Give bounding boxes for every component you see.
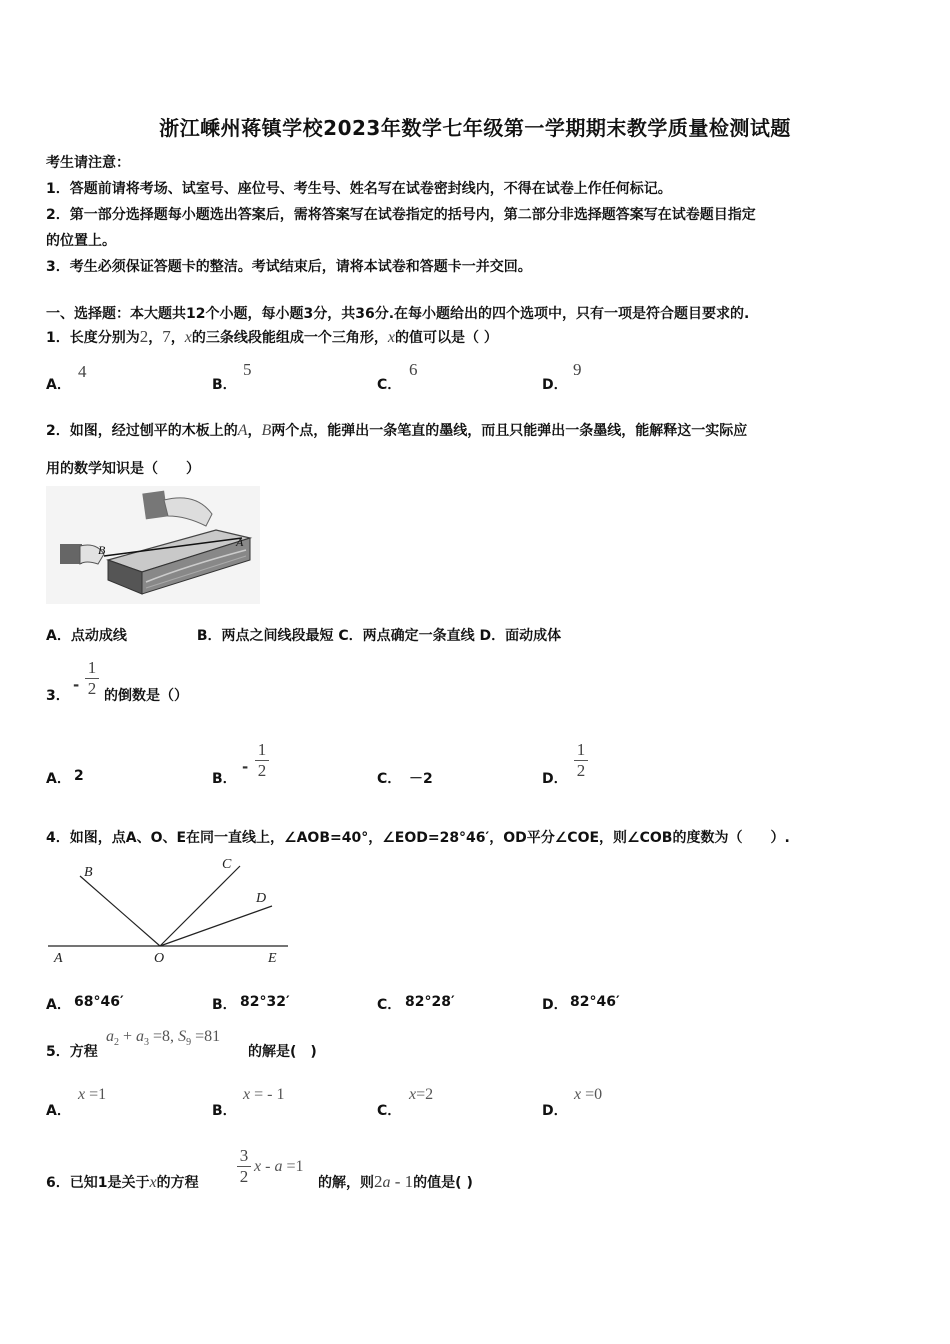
- q3-option-c-value: －2: [409, 771, 433, 787]
- q2-point-b: B: [261, 422, 272, 439]
- q4-option-b-value: 82°32′: [240, 994, 290, 1010]
- q3-option-c-label: C．: [377, 771, 402, 787]
- notice-item: 的位置上。: [46, 233, 116, 249]
- q3-frac-den: 2: [87, 679, 97, 698]
- eq-var: a: [274, 1158, 283, 1175]
- q1-value: 7: [162, 327, 171, 346]
- frac-num: 3: [239, 1146, 249, 1165]
- q4-label-b: B: [84, 865, 93, 880]
- notice-item: 2．第一部分选择题每小题选出答案后，需将答案写在试卷指定的括号内，第二部分非选择题答案写在试卷题目指定: [46, 207, 756, 223]
- frac-den: 2: [257, 761, 267, 780]
- q6-expr: 2: [374, 1172, 383, 1191]
- q6-text: 的值是( ): [413, 1175, 473, 1191]
- q6-equation: [254, 1158, 303, 1176]
- q3-option-d-label: D．: [542, 771, 568, 787]
- eq-var: x: [243, 1086, 251, 1103]
- q4-option-b-label: B．: [212, 997, 237, 1013]
- q2-fig-label-b: B: [98, 543, 106, 557]
- q4-option-a-value: 68°46′: [74, 994, 124, 1010]
- q3-option-b-minus: -: [242, 758, 249, 776]
- q4-label-d: D: [256, 891, 267, 906]
- q2-text: 2．如图，经过刨平的木板上的: [46, 423, 238, 439]
- q4-option-d-value: 82°46′: [570, 994, 620, 1010]
- q3-frac-num: 1: [87, 658, 97, 677]
- q1-text: 1．长度分别为: [46, 330, 140, 346]
- q5-option-d-label: D．: [542, 1103, 568, 1119]
- q6-text: 6．已知1是关于: [46, 1175, 150, 1191]
- q5-option-b-label: B．: [212, 1103, 237, 1119]
- notice-item: 1．答题前请将考场、试室号、座位号、考生号、姓名写在试卷密封线内，不得在试卷上作任何标记。: [46, 181, 672, 197]
- eq-op: =1: [282, 1158, 304, 1175]
- q6-text: 的方程: [156, 1175, 199, 1191]
- q1-text: 的值可以是（ ）: [394, 330, 498, 346]
- eq-sub: 3: [144, 1037, 150, 1049]
- q5-equation: [106, 1028, 220, 1048]
- question-1: [46, 327, 498, 347]
- q4-option-c-label: C．: [377, 997, 402, 1013]
- eq-val: =0: [581, 1086, 603, 1103]
- q1-option-c-label: C．: [377, 377, 402, 393]
- q4-label-a: A: [54, 951, 63, 966]
- eq-sub: 2: [114, 1037, 119, 1049]
- q3-option-d-fraction: [573, 740, 589, 781]
- q3-fraction: [84, 658, 100, 699]
- q3-minus: -: [73, 676, 80, 694]
- q1-option-a-label: A．: [46, 377, 71, 393]
- q6-text: 的解，则: [318, 1175, 374, 1191]
- q2-options: A．点动成线 B．两点之间线段最短 C．两点确定一条直线 D．面动成体: [46, 628, 562, 644]
- q5-text: 5．方程: [46, 1044, 98, 1060]
- q5-option-c-label: C．: [377, 1103, 402, 1119]
- q1-option-d-label: D．: [542, 377, 568, 393]
- q5-option-c-value: [409, 1086, 433, 1104]
- q4-option-d-label: D．: [542, 997, 568, 1013]
- q3-option-a-label: A．: [46, 771, 71, 787]
- question-6: [46, 1172, 199, 1192]
- q2-text-cont: 用的数学知识是（ ）: [46, 461, 200, 477]
- q6-expr: - 1: [390, 1172, 414, 1191]
- eq-val: =2: [416, 1086, 434, 1103]
- q4-option-c-value: 82°28′: [405, 994, 455, 1010]
- q3-option-b-fraction: [254, 740, 270, 781]
- eq-var: a: [106, 1028, 114, 1045]
- frac-den: 2: [239, 1167, 249, 1186]
- eq-sub: 9: [186, 1037, 192, 1049]
- q1-sep: ，: [170, 330, 185, 346]
- q6-fraction: [236, 1146, 252, 1187]
- q1-var: x: [387, 329, 395, 346]
- eq-op: +: [119, 1028, 137, 1045]
- eq-var: a: [136, 1028, 145, 1045]
- q6-text-cont: [318, 1172, 473, 1192]
- page-title: 浙江嵊州蒋镇学校2023年数学七年级第一学期期末教学质量检测试题: [159, 116, 791, 140]
- q2-sep: ，: [247, 423, 262, 439]
- eq-var: x: [409, 1086, 417, 1103]
- q2-point-a: A: [237, 422, 248, 439]
- q4-option-a-label: A．: [46, 997, 71, 1013]
- q1-option-b-label: B．: [212, 377, 237, 393]
- eq-op: =81: [191, 1028, 221, 1045]
- q1-sep: ，: [148, 330, 163, 346]
- q5-option-d-value: [574, 1086, 602, 1104]
- eq-val: = - 1: [250, 1086, 285, 1103]
- frac-num: 1: [576, 740, 586, 759]
- notice-header: 考生请注意：: [46, 155, 130, 171]
- q2-figure: [46, 486, 260, 604]
- q2-fig-label-a: A: [236, 535, 244, 549]
- frac-den: 2: [576, 761, 586, 780]
- notice-item: 3．考生必须保证答题卡的整洁。考试结束后，请将本试卷和答题卡一并交回。: [46, 259, 532, 275]
- eq-var: x: [78, 1086, 86, 1103]
- eq-op: =8,: [149, 1028, 179, 1045]
- eq-op: -: [261, 1158, 275, 1175]
- question-4: 4．如图，点A、O、E在同一直线上，∠AOB=40°，∠EOD=28°46′，OD平分∠COE，则∠COB的度数为（ ）.: [46, 830, 790, 846]
- q1-text: 的三条线段能组成一个三角形，: [191, 330, 388, 346]
- q1-option-b-value: 5: [243, 360, 252, 379]
- q1-option-a-value: 4: [78, 362, 87, 381]
- q4-label-e: E: [268, 951, 277, 966]
- q3-text: 的倒数是（）: [104, 688, 188, 704]
- eq-var: x: [254, 1158, 262, 1175]
- q5-text-end: 的解是( ): [248, 1044, 317, 1060]
- q1-option-d-value: 9: [573, 360, 582, 379]
- q1-option-c-value: 6: [409, 360, 418, 379]
- q5-option-b-value: [243, 1086, 284, 1104]
- eq-var: x: [574, 1086, 582, 1103]
- q4-label-o: O: [154, 951, 165, 966]
- q2-text: 两个点，能弹出一条笔直的墨线，而且只能弹出一条墨线，能解释这一实际应: [271, 423, 748, 439]
- q4-label-c: C: [222, 857, 232, 872]
- q3-number: 3．: [46, 688, 70, 704]
- q6-expr-var: a: [382, 1174, 391, 1191]
- q6-var: x: [149, 1174, 157, 1191]
- q5-option-a-label: A．: [46, 1103, 71, 1119]
- q4-figure: [46, 852, 296, 968]
- q1-value: 2: [139, 327, 149, 346]
- q3-option-a-value: 2: [74, 768, 84, 784]
- frac-num: 1: [257, 740, 267, 759]
- q5-option-a-value: [78, 1086, 106, 1104]
- q1-var: x: [184, 329, 192, 346]
- eq-var: S: [178, 1028, 187, 1045]
- section-heading: 一、选择题：本大题共12个小题，每小题3分，共36分.在每小题给出的四个选项中，只有一项是符合题目要求的.: [46, 306, 750, 322]
- question-2: [46, 420, 747, 440]
- q3-option-b-label: B．: [212, 771, 237, 787]
- eq-val: =1: [85, 1086, 107, 1103]
